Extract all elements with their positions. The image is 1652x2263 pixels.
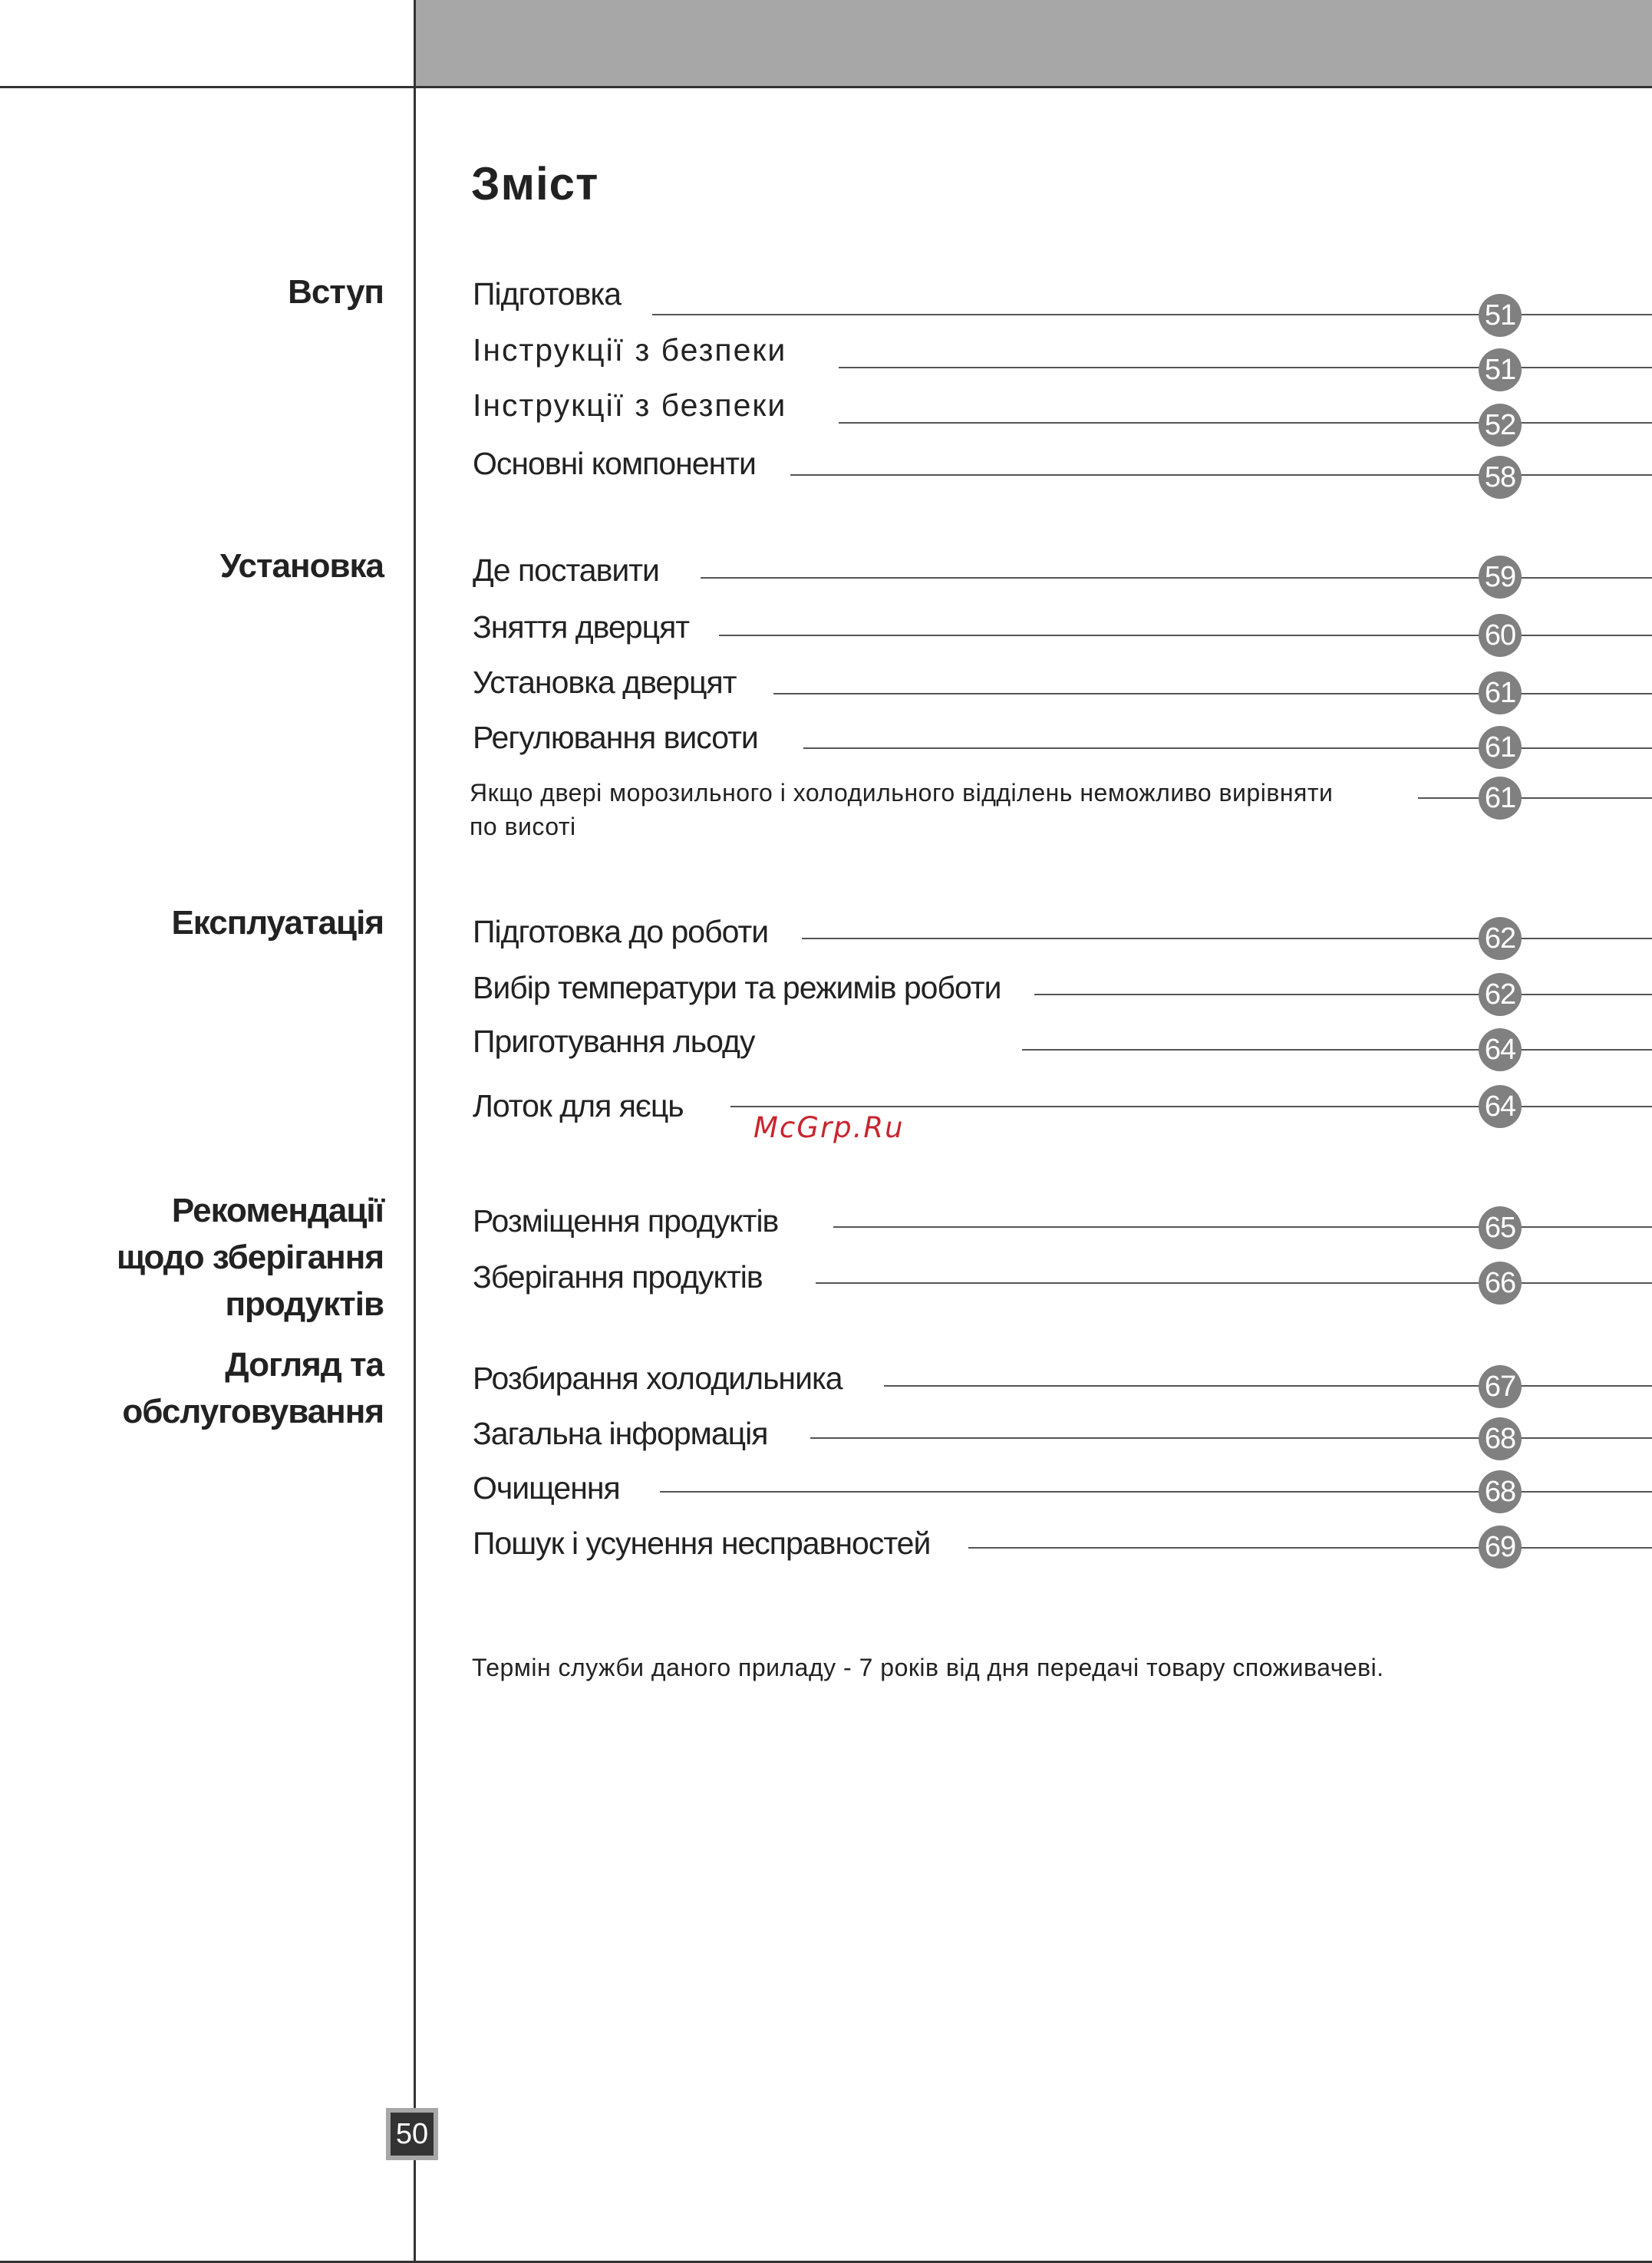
toc-entry-title[interactable]: Лоток для яєць — [473, 1088, 684, 1123]
toc-entry-title[interactable]: Загальна інформація — [473, 1416, 768, 1451]
page-number-box — [386, 2108, 438, 2160]
toc-entry-title[interactable]: Основні компоненти — [473, 446, 756, 481]
leader-line — [816, 1282, 1652, 1284]
page-badge[interactable]: 67 — [1479, 1365, 1522, 1408]
leader-line — [839, 422, 1652, 424]
page-badge[interactable]: 62 — [1479, 917, 1522, 960]
page-badge[interactable]: 68 — [1479, 1470, 1522, 1513]
page-badge[interactable]: 64 — [1479, 1028, 1522, 1071]
watermark-text: McGrp.Ru — [753, 1111, 905, 1144]
toc-entry-title[interactable]: Інструкції з безпеки — [473, 388, 787, 423]
toc-entry-title[interactable]: Приготування льоду — [473, 1024, 755, 1059]
section-heading-line: щодо зберігання — [116, 1239, 384, 1276]
section-heading-storage — [15, 1187, 384, 1328]
page-badge[interactable]: 60 — [1479, 614, 1522, 657]
page-badge[interactable]: 58 — [1479, 456, 1522, 499]
header-divider — [0, 86, 1652, 88]
leader-line — [1034, 994, 1652, 995]
toc-entry-title[interactable]: Очищення — [473, 1470, 620, 1506]
toc-entry-title[interactable]: Розбирання холодильника — [473, 1361, 842, 1396]
section-heading-installation — [15, 543, 384, 589]
toc-entry-title[interactable]: Підготовка — [473, 276, 621, 312]
leader-line — [884, 1385, 1652, 1387]
toc-entry-title[interactable] — [470, 776, 1333, 843]
page-badge[interactable]: 64 — [1479, 1085, 1522, 1128]
leader-line — [810, 1437, 1652, 1439]
section-heading-intro — [15, 269, 384, 315]
leader-line — [803, 747, 1652, 749]
section-heading-line: Рекомендації — [171, 1192, 384, 1229]
toc-entry-title[interactable]: Інструкції з безпеки — [473, 332, 787, 368]
page-badge[interactable]: 51 — [1479, 348, 1522, 391]
toc-entry-title[interactable]: Де поставити — [473, 553, 659, 588]
header-bar — [415, 0, 1652, 87]
leader-line — [1022, 1049, 1652, 1051]
page-badge[interactable]: 65 — [1479, 1206, 1522, 1249]
page-badge[interactable]: 69 — [1479, 1526, 1522, 1569]
toc-entry-title[interactable]: Установка дверцят — [473, 665, 737, 700]
page-badge[interactable]: 61 — [1479, 726, 1522, 769]
section-heading-line: Догляд та — [225, 1346, 384, 1384]
section-heading-maintenance — [15, 1341, 384, 1435]
page-badge[interactable]: 51 — [1479, 294, 1522, 337]
page-badge[interactable]: 61 — [1479, 777, 1522, 820]
page-badge[interactable]: 62 — [1479, 973, 1522, 1016]
service-life-note: Термін служби даного приладу - 7 років від дня передачі товару споживачеві. — [472, 1654, 1384, 1681]
page-badge[interactable]: 68 — [1479, 1417, 1522, 1460]
page-badge[interactable]: 52 — [1479, 404, 1522, 447]
toc-entry-title[interactable]: Зняття дверцят — [473, 609, 690, 645]
leader-line — [802, 938, 1652, 939]
leader-line — [1418, 797, 1652, 799]
section-heading-line: Установка — [219, 547, 384, 585]
section-heading-line: обслуговування — [122, 1393, 384, 1430]
leader-line — [833, 1226, 1652, 1228]
toc-entry-title[interactable]: Пошук і усунення несправностей — [473, 1526, 931, 1561]
toc-entry-line: Якщо двері морозильного і холодильного відділень неможливо вирівняти — [470, 779, 1334, 807]
leader-line — [968, 1547, 1652, 1549]
vertical-divider — [414, 0, 416, 2263]
toc-entry-title[interactable]: Зберігання продуктів — [473, 1259, 763, 1295]
leader-line — [839, 367, 1652, 368]
toc-entry-title[interactable]: Підготовка до роботи — [473, 914, 769, 949]
toc-entry-title[interactable]: Розміщення продуктів — [473, 1203, 779, 1239]
page-number: 50 — [391, 2113, 434, 2156]
page-title: Зміст — [471, 158, 599, 209]
page-badge[interactable]: 61 — [1479, 671, 1522, 714]
section-heading-operation — [15, 899, 384, 946]
page-badge[interactable]: 66 — [1479, 1262, 1522, 1305]
section-heading-line: продуктів — [225, 1285, 384, 1323]
page-badge[interactable]: 59 — [1479, 556, 1522, 599]
toc-entry-line: по висоті — [470, 813, 576, 840]
toc-entry-title[interactable]: Вибір температури та режимів роботи — [473, 970, 1001, 1005]
toc-entry-title[interactable]: Регулювання висоти — [473, 720, 758, 755]
section-heading-line: Вступ — [288, 273, 384, 311]
section-heading-line: Експлуатація — [171, 904, 384, 942]
leader-line — [790, 474, 1652, 476]
